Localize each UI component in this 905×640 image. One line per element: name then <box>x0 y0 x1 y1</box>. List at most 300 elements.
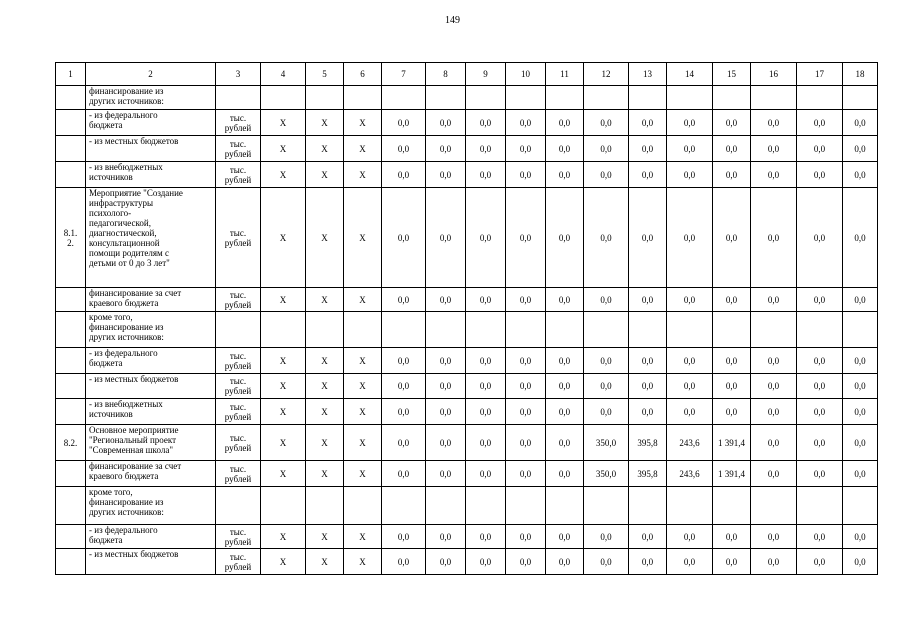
value-cell: 0,0 <box>629 374 667 399</box>
unit-cell: тыс. рублей <box>216 399 261 425</box>
value-cell: 0,0 <box>546 288 584 312</box>
value-cell: 0,0 <box>506 549 546 575</box>
value-cell: 0,0 <box>629 188 667 288</box>
value-cell: 0,0 <box>629 525 667 549</box>
value-cell: Х <box>306 549 344 575</box>
unit-cell: тыс. рублей <box>216 348 261 374</box>
table-row <box>56 461 878 487</box>
value-cell: 0,0 <box>751 461 797 487</box>
row-label-cell: - из местных бюджетов <box>86 136 216 162</box>
value-cell: 0,0 <box>584 374 629 399</box>
value-cell <box>584 487 629 525</box>
value-cell: 0,0 <box>667 136 713 162</box>
value-cell <box>713 487 751 525</box>
unit-cell: тыс. рублей <box>216 188 261 288</box>
value-cell: 243,6 <box>667 461 713 487</box>
value-cell: 0,0 <box>426 136 466 162</box>
value-cell: 0,0 <box>506 348 546 374</box>
row-label-cell: кроме того, финансирование из других источников: <box>86 312 216 348</box>
table-row <box>56 288 878 312</box>
column-header: 4 <box>261 63 306 86</box>
value-cell <box>667 487 713 525</box>
value-cell: 0,0 <box>382 549 426 575</box>
value-cell: 0,0 <box>797 425 843 461</box>
value-cell: 0,0 <box>546 136 584 162</box>
value-cell: 0,0 <box>751 425 797 461</box>
value-cell: Х <box>306 525 344 549</box>
value-cell: 0,0 <box>667 348 713 374</box>
value-cell: Х <box>344 188 382 288</box>
table-row <box>56 374 878 399</box>
row-label-cell: финансирование за счет краевого бюджета <box>86 288 216 312</box>
value-cell: 0,0 <box>584 525 629 549</box>
value-cell: 0,0 <box>843 136 878 162</box>
unit-cell: тыс. рублей <box>216 136 261 162</box>
value-cell: 0,0 <box>629 136 667 162</box>
value-cell: 0,0 <box>382 374 426 399</box>
row-number-cell <box>56 399 86 425</box>
value-cell: 0,0 <box>667 525 713 549</box>
value-cell: 0,0 <box>713 348 751 374</box>
value-cell: Х <box>261 136 306 162</box>
value-cell: Х <box>344 110 382 136</box>
value-cell: Х <box>261 399 306 425</box>
value-cell: 0,0 <box>843 374 878 399</box>
row-label-cell: финансирование из других источников: <box>86 86 216 110</box>
value-cell: 350,0 <box>584 461 629 487</box>
value-cell: 0,0 <box>667 110 713 136</box>
value-cell <box>584 86 629 110</box>
unit-cell: тыс. рублей <box>216 162 261 188</box>
value-cell <box>843 487 878 525</box>
value-cell: 0,0 <box>546 461 584 487</box>
value-cell: 0,0 <box>546 348 584 374</box>
value-cell: Х <box>344 348 382 374</box>
value-cell <box>344 86 382 110</box>
value-cell: 0,0 <box>506 162 546 188</box>
row-label-cell: - из федерального бюджета <box>86 348 216 374</box>
value-cell: 0,0 <box>667 549 713 575</box>
value-cell: Х <box>261 461 306 487</box>
value-cell: 0,0 <box>843 348 878 374</box>
row-number-cell <box>56 525 86 549</box>
column-header: 6 <box>344 63 382 86</box>
value-cell: 0,0 <box>466 461 506 487</box>
table-row <box>56 399 878 425</box>
row-number-cell <box>56 549 86 575</box>
column-header: 16 <box>751 63 797 86</box>
row-number-cell: 8.2. <box>56 425 86 461</box>
value-cell <box>629 312 667 348</box>
value-cell <box>797 487 843 525</box>
value-cell: 0,0 <box>382 136 426 162</box>
value-cell <box>751 86 797 110</box>
value-cell: 0,0 <box>843 461 878 487</box>
value-cell: 0,0 <box>466 549 506 575</box>
row-number-cell <box>56 288 86 312</box>
value-cell <box>261 487 306 525</box>
value-cell: 0,0 <box>797 288 843 312</box>
value-cell: 0,0 <box>751 374 797 399</box>
value-cell: 0,0 <box>426 425 466 461</box>
table-row <box>56 348 878 374</box>
value-cell: 0,0 <box>751 136 797 162</box>
value-cell: 0,0 <box>382 461 426 487</box>
value-cell: 0,0 <box>506 288 546 312</box>
value-cell: Х <box>344 425 382 461</box>
value-cell: 0,0 <box>713 136 751 162</box>
value-cell: 0,0 <box>667 399 713 425</box>
value-cell <box>306 487 344 525</box>
value-cell: 0,0 <box>843 188 878 288</box>
unit-cell <box>216 86 261 110</box>
unit-cell: тыс. рублей <box>216 374 261 399</box>
value-cell: 0,0 <box>546 549 584 575</box>
value-cell: 0,0 <box>797 525 843 549</box>
value-cell: 0,0 <box>426 110 466 136</box>
column-header: 18 <box>843 63 878 86</box>
value-cell: Х <box>261 348 306 374</box>
row-label-cell: Мероприятие "Создание инфраструктуры психолого- педагогической, диагностической, консультационной помощи родителям с детьми от 0 до 3 лет" <box>86 188 216 288</box>
value-cell: Х <box>344 374 382 399</box>
value-cell: 0,0 <box>506 461 546 487</box>
value-cell: Х <box>306 425 344 461</box>
column-header: 5 <box>306 63 344 86</box>
value-cell <box>629 86 667 110</box>
value-cell <box>426 487 466 525</box>
value-cell <box>751 312 797 348</box>
table-row <box>56 86 878 110</box>
value-cell: 0,0 <box>751 188 797 288</box>
value-cell: 0,0 <box>713 162 751 188</box>
value-cell: 0,0 <box>629 348 667 374</box>
value-cell: 0,0 <box>466 110 506 136</box>
value-cell: 0,0 <box>506 188 546 288</box>
value-cell: Х <box>261 188 306 288</box>
value-cell: 0,0 <box>629 110 667 136</box>
value-cell <box>466 487 506 525</box>
value-cell: 0,0 <box>584 136 629 162</box>
value-cell: 0,0 <box>797 461 843 487</box>
value-cell: 1 391,4 <box>713 461 751 487</box>
value-cell: 0,0 <box>843 525 878 549</box>
value-cell: 0,0 <box>506 110 546 136</box>
value-cell: 0,0 <box>751 162 797 188</box>
value-cell: 0,0 <box>506 374 546 399</box>
value-cell: 0,0 <box>382 162 426 188</box>
value-cell: Х <box>306 399 344 425</box>
value-cell: 0,0 <box>466 425 506 461</box>
value-cell <box>382 312 426 348</box>
value-cell: 0,0 <box>751 348 797 374</box>
value-cell <box>306 86 344 110</box>
value-cell: Х <box>344 399 382 425</box>
value-cell <box>506 487 546 525</box>
column-header: 15 <box>713 63 751 86</box>
value-cell: 395,8 <box>629 425 667 461</box>
value-cell: 0,0 <box>713 399 751 425</box>
value-cell <box>546 312 584 348</box>
table-row <box>56 525 878 549</box>
table-row <box>56 110 878 136</box>
value-cell: 0,0 <box>667 374 713 399</box>
value-cell: 0,0 <box>426 162 466 188</box>
value-cell: 0,0 <box>797 110 843 136</box>
value-cell: 0,0 <box>797 188 843 288</box>
value-cell: 0,0 <box>426 549 466 575</box>
value-cell <box>426 86 466 110</box>
value-cell <box>546 86 584 110</box>
value-cell: Х <box>344 136 382 162</box>
value-cell: 0,0 <box>843 549 878 575</box>
value-cell <box>843 312 878 348</box>
value-cell <box>344 312 382 348</box>
value-cell: Х <box>306 288 344 312</box>
unit-cell: тыс. рублей <box>216 110 261 136</box>
value-cell: 0,0 <box>843 425 878 461</box>
value-cell: 0,0 <box>546 188 584 288</box>
value-cell: 0,0 <box>546 374 584 399</box>
unit-cell: тыс. рублей <box>216 425 261 461</box>
value-cell: Х <box>261 374 306 399</box>
value-cell: 0,0 <box>797 162 843 188</box>
value-cell: 0,0 <box>797 549 843 575</box>
value-cell: 0,0 <box>797 348 843 374</box>
value-cell <box>751 487 797 525</box>
value-cell: Х <box>261 425 306 461</box>
value-cell: 0,0 <box>584 399 629 425</box>
value-cell: 0,0 <box>584 188 629 288</box>
value-cell: 0,0 <box>466 136 506 162</box>
value-cell: 0,0 <box>751 549 797 575</box>
value-cell <box>797 312 843 348</box>
value-cell: 0,0 <box>797 374 843 399</box>
column-header: 11 <box>546 63 584 86</box>
column-header: 8 <box>426 63 466 86</box>
value-cell: Х <box>261 525 306 549</box>
value-cell <box>667 312 713 348</box>
column-header: 9 <box>466 63 506 86</box>
value-cell: Х <box>306 461 344 487</box>
value-cell <box>382 86 426 110</box>
column-header: 1 <box>56 63 86 86</box>
value-cell: Х <box>261 110 306 136</box>
value-cell: 0,0 <box>426 288 466 312</box>
value-cell: 0,0 <box>751 110 797 136</box>
value-cell: 0,0 <box>751 399 797 425</box>
value-cell: 0,0 <box>426 374 466 399</box>
value-cell: Х <box>344 288 382 312</box>
value-cell: Х <box>344 162 382 188</box>
value-cell <box>629 487 667 525</box>
value-cell: 0,0 <box>382 525 426 549</box>
row-number-cell <box>56 348 86 374</box>
value-cell: 0,0 <box>382 188 426 288</box>
value-cell: 0,0 <box>426 461 466 487</box>
value-cell <box>584 312 629 348</box>
value-cell: 0,0 <box>667 162 713 188</box>
value-cell: 0,0 <box>751 525 797 549</box>
column-header: 12 <box>584 63 629 86</box>
value-cell: 0,0 <box>466 162 506 188</box>
row-label-cell: - из внебюджетных источников <box>86 399 216 425</box>
unit-cell <box>216 487 261 525</box>
row-label-cell: - из внебюджетных источников <box>86 162 216 188</box>
value-cell: 0,0 <box>382 110 426 136</box>
value-cell: 0,0 <box>713 374 751 399</box>
value-cell <box>506 86 546 110</box>
value-cell: 0,0 <box>584 162 629 188</box>
value-cell <box>382 487 426 525</box>
value-cell: 0,0 <box>546 110 584 136</box>
row-label-cell: - из федерального бюджета <box>86 525 216 549</box>
value-cell: 0,0 <box>546 162 584 188</box>
row-number-cell <box>56 461 86 487</box>
value-cell: 0,0 <box>426 525 466 549</box>
row-number-cell <box>56 374 86 399</box>
unit-cell: тыс. рублей <box>216 525 261 549</box>
column-header: 7 <box>382 63 426 86</box>
value-cell: 1 391,4 <box>713 425 751 461</box>
column-header: 17 <box>797 63 843 86</box>
value-cell: Х <box>306 136 344 162</box>
value-cell: 0,0 <box>797 136 843 162</box>
value-cell: Х <box>261 162 306 188</box>
value-cell: 0,0 <box>466 188 506 288</box>
row-label-cell: - из местных бюджетов <box>86 549 216 575</box>
column-header: 10 <box>506 63 546 86</box>
unit-cell: тыс. рублей <box>216 461 261 487</box>
value-cell: 0,0 <box>843 162 878 188</box>
value-cell: 0,0 <box>797 399 843 425</box>
value-cell: 0,0 <box>629 162 667 188</box>
table-row <box>56 425 878 461</box>
table-row <box>56 312 878 348</box>
value-cell <box>713 312 751 348</box>
value-cell: 0,0 <box>667 188 713 288</box>
table-row <box>56 162 878 188</box>
value-cell: Х <box>306 162 344 188</box>
value-cell <box>466 312 506 348</box>
unit-cell: тыс. рублей <box>216 288 261 312</box>
column-header: 13 <box>629 63 667 86</box>
value-cell: 243,6 <box>667 425 713 461</box>
unit-cell <box>216 312 261 348</box>
table-row <box>56 549 878 575</box>
value-cell: 0,0 <box>843 288 878 312</box>
value-cell: Х <box>344 549 382 575</box>
value-cell: 0,0 <box>584 549 629 575</box>
row-number-cell <box>56 487 86 525</box>
value-cell: 0,0 <box>713 525 751 549</box>
value-cell: 0,0 <box>843 399 878 425</box>
table-row <box>56 487 878 525</box>
value-cell <box>843 86 878 110</box>
value-cell <box>344 487 382 525</box>
value-cell: 0,0 <box>629 399 667 425</box>
value-cell: 0,0 <box>506 136 546 162</box>
page-number: 149 <box>445 15 460 26</box>
row-label-cell: финансирование за счет краевого бюджета <box>86 461 216 487</box>
budget-table <box>55 62 878 575</box>
value-cell: 0,0 <box>843 110 878 136</box>
row-number-cell <box>56 162 86 188</box>
value-cell: 0,0 <box>629 549 667 575</box>
table-row <box>56 188 878 288</box>
row-label-cell: кроме того, финансирование из других источников: <box>86 487 216 525</box>
value-cell <box>426 312 466 348</box>
value-cell <box>466 86 506 110</box>
value-cell: 0,0 <box>466 374 506 399</box>
value-cell: 0,0 <box>751 288 797 312</box>
value-cell <box>261 86 306 110</box>
value-cell: Х <box>306 374 344 399</box>
value-cell: Х <box>344 525 382 549</box>
value-cell: 0,0 <box>506 525 546 549</box>
value-cell: 0,0 <box>713 110 751 136</box>
row-label-cell: Основное мероприятие "Региональный проект "Современная школа" <box>86 425 216 461</box>
value-cell: 0,0 <box>426 188 466 288</box>
value-cell: 0,0 <box>713 549 751 575</box>
value-cell: 350,0 <box>584 425 629 461</box>
row-number-cell <box>56 110 86 136</box>
value-cell <box>506 312 546 348</box>
column-header: 3 <box>216 63 261 86</box>
value-cell: 0,0 <box>584 288 629 312</box>
value-cell: 0,0 <box>667 288 713 312</box>
table-row <box>56 136 878 162</box>
value-cell: 0,0 <box>713 188 751 288</box>
row-label-cell: - из местных бюджетов <box>86 374 216 399</box>
row-number-cell: 8.1. 2. <box>56 188 86 288</box>
value-cell: Х <box>306 110 344 136</box>
value-cell <box>261 312 306 348</box>
value-cell: 0,0 <box>466 399 506 425</box>
value-cell: 395,8 <box>629 461 667 487</box>
row-number-cell <box>56 312 86 348</box>
value-cell <box>797 86 843 110</box>
value-cell <box>667 86 713 110</box>
value-cell <box>546 487 584 525</box>
value-cell: 0,0 <box>426 348 466 374</box>
value-cell: 0,0 <box>629 288 667 312</box>
value-cell: 0,0 <box>382 399 426 425</box>
value-cell: 0,0 <box>506 425 546 461</box>
column-header: 14 <box>667 63 713 86</box>
value-cell: 0,0 <box>546 525 584 549</box>
table-header-row <box>56 63 878 86</box>
value-cell <box>713 86 751 110</box>
value-cell: 0,0 <box>713 288 751 312</box>
row-label-cell: - из федерального бюджета <box>86 110 216 136</box>
value-cell: 0,0 <box>584 110 629 136</box>
value-cell <box>306 312 344 348</box>
value-cell: Х <box>306 188 344 288</box>
value-cell: Х <box>261 288 306 312</box>
value-cell: 0,0 <box>382 348 426 374</box>
value-cell: 0,0 <box>382 288 426 312</box>
value-cell: 0,0 <box>546 425 584 461</box>
value-cell: 0,0 <box>426 399 466 425</box>
value-cell: 0,0 <box>466 348 506 374</box>
value-cell: Х <box>344 461 382 487</box>
value-cell: 0,0 <box>466 525 506 549</box>
row-number-cell <box>56 86 86 110</box>
value-cell: 0,0 <box>506 399 546 425</box>
value-cell: 0,0 <box>584 348 629 374</box>
row-number-cell <box>56 136 86 162</box>
value-cell: 0,0 <box>466 288 506 312</box>
